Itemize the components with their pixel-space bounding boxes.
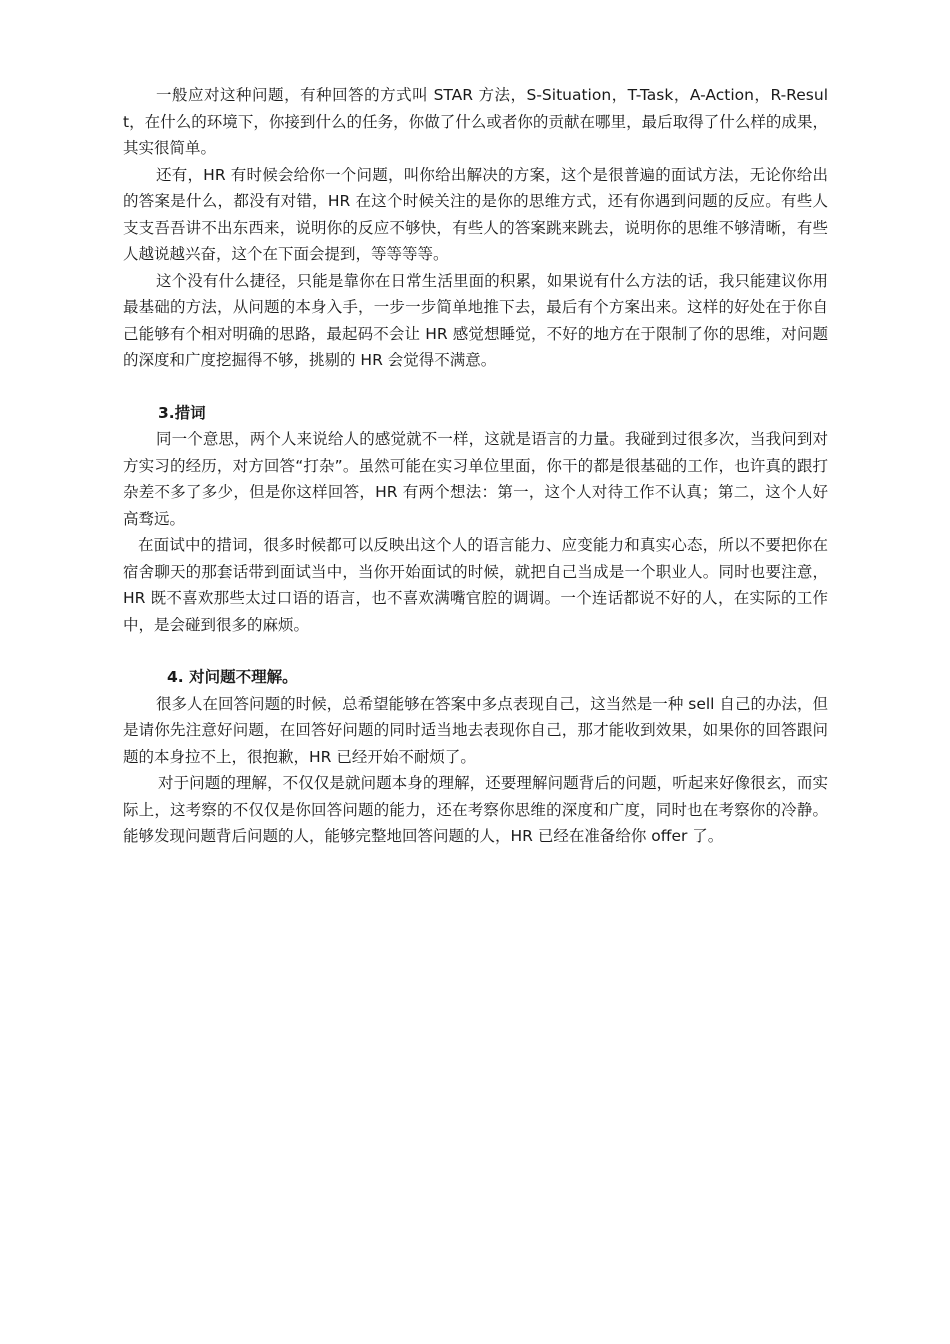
document-page [123,82,828,850]
paragraph-language-power: 同一个意思，两个人来说给人的感觉就不一样，这就是语言的力量。我碰到过很多次，当我问到对方实习的经历，对方回答“打杂”。虽然可能在实习单位里面，你干的都是很基础的工作，也许真的跟打杂差不多了多少，但是你这样回答，HR 有两个想法：第一，这个人对待工作不认真；第二，这个人好高骛远。 [123,430,828,528]
paragraph-understand-question: 对于问题的理解，不仅仅是就问题本身的理解，还要理解问题背后的问题，听起来好像很玄，而实际上，这考察的不仅仅是你回答问题的能力，还在考察你思维的深度和广度，同时也在考察你的冷静。能够发现问题背后问题的人，能够完整地回答问题的人，HR 已经在准备给你 offer 了。 [123,774,828,845]
paragraph-no-shortcut: 这个没有什么捷径，只能是靠你在日常生活里面的积累，如果说有什么方法的话，我只能建议你用最基础的方法，从问题的本身入手，一步一步简单地推下去，最后有个方案出来。这样的好处在于你自己能够有个相对明确的思路，最起码不会让 HR 感觉想睡觉，不好的地方在于限制了你的思维，对问题的深度和广度挖掘得不够，挑剔的 HR 会觉得不满意。 [123,271,828,369]
section-heading-misunderstanding: 4. 对问题不理解。 [167,668,298,686]
paragraph-star-method: 一般应对这种问题，有种回答的方式叫 STAR 方法，S-Situation，T-Task，A-Action，R-Result，在什么的环境下，你接到什么的任务，你做了什么或者你的贡献在哪里，最后取得了什么样的成果，其实很简单。 [123,86,828,157]
section-heading-wording: 3.措词 [158,403,206,422]
paragraph-show-yourself: 很多人在回答问题的时候，总希望能够在答案中多点表现自己，这当然是一种 sell 自己的办法，但是请你先注意好问题，在回答好问题的同时适当地去表现你自己，那才能收到效果，如果你的回答跟问题的本身拉不上，很抱歉，HR 已经开始不耐烦了。 [123,694,828,766]
paragraph-solution-question: 还有，HR 有时候会给你一个问题，叫你给出解决的方案，这个是很普遍的面试方法，无论你给出的答案是什么，都没有对错，HR 在这个时候关注的是你的思维方式，还有你遇到问题的反应。有些人支支吾吾讲不出东西来，说明你的反应不够快，有些人的答案跳来跳去，说明你的思维不够清晰，有些人越说越兴奋，这个在下面会提到，等等等等。 [123,165,828,263]
paragraph-interview-wording: 在面试中的措词，很多时候都可以反映出这个人的语言能力、应变能力和真实心态，所以不要把你在宿舍聊天的那套话带到面试当中，当你开始面试的时候，就把自己当成是一个职业人。同时也要注意，HR 既不喜欢那些太过口语的语言，也不喜欢满嘴官腔的调调。一个连话都说不好的人，在实际的工作中，是会碰到很多的麻烦。 [123,536,828,634]
